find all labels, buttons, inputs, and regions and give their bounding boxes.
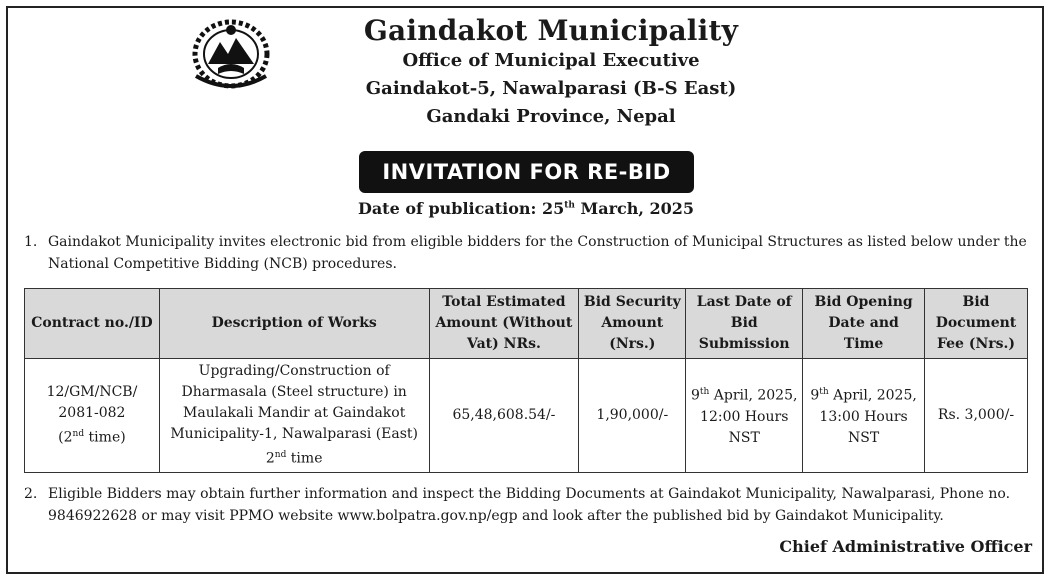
header-contract: Contract no./ID — [25, 289, 160, 359]
opening-time: 13:00 Hours NST — [819, 408, 908, 446]
paragraph-1 — [24, 231, 1034, 275]
opening-date-month: April, 2025, — [828, 387, 917, 404]
cell-contract — [25, 359, 160, 473]
paragraph-2-number: 2. — [24, 486, 38, 502]
paragraph-1-text: Gaindakot Municipality invites electronic bid from eligible bidders for the Construction of Municipal Structures as listed below under the National Competitive Bidding (NCB) procedures. — [48, 234, 1027, 272]
contract-line-1: 12/GM/NCB/ — [46, 384, 138, 401]
description-suffix-post: time — [286, 450, 323, 467]
last-date-month: April, 2025, — [709, 387, 798, 404]
table-row — [25, 359, 1028, 473]
office-name: Office of Municipal Executive — [402, 50, 700, 71]
opening-date-line — [807, 382, 920, 407]
cell-security: 1,90,000/- — [579, 359, 686, 473]
description-suffix-pre: 2 — [265, 450, 275, 467]
header — [0, 14, 1052, 131]
publication-date-sup: th — [564, 200, 575, 211]
paragraph-1-number: 1. — [24, 234, 38, 250]
contract-line-3 — [29, 424, 155, 449]
last-date-line — [690, 382, 798, 407]
description-main: Upgrading/Construction of Dharmasala (Steel structure) in Maulakali Mandir at Gaindakot Municipality-1, Nawalparasi (East) — [170, 363, 419, 443]
contract-line-3-pre: (2 — [58, 429, 73, 446]
header-fee: Bid Document Fee (Nrs.) — [924, 289, 1027, 359]
table-header-row — [25, 289, 1028, 359]
header-opening: Bid Opening Date and Time — [803, 289, 925, 359]
header-description: Description of Works — [159, 289, 429, 359]
paragraph-2-text: Eligible Bidders may obtain further information and inspect the Bidding Documents at Gaindakot Municipality, Nawalparasi, Phone no. 9846922628 or may visit PPMO website www.bolpatra.gov.np/egp and look after the published bid by Gaindakot Municipality. — [48, 486, 1011, 524]
notice-banner: INVITATION FOR RE-BID — [359, 151, 694, 193]
opening-date-day: 9 — [810, 387, 820, 404]
contract-line-3-sup: nd — [72, 429, 85, 440]
description-suffix-sup: nd — [274, 450, 287, 461]
last-date-sup: th — [699, 387, 710, 398]
bid-table — [24, 288, 1028, 473]
paragraph-2 — [24, 483, 1034, 527]
header-last-date: Last Date of Bid Submission — [686, 289, 803, 359]
cell-description — [159, 359, 429, 473]
publication-date-label: Date of publication: 25 — [357, 199, 565, 218]
province: Gandaki Province, Nepal — [426, 106, 676, 127]
cell-fee: Rs. 3,000/- — [924, 359, 1027, 473]
office-address: Gaindakot-5, Nawalparasi (B-S East) — [365, 78, 737, 99]
signature: Chief Administrative Officer — [779, 537, 1032, 556]
header-security: Bid Security Amount (Nrs.) — [579, 289, 686, 359]
publication-date — [0, 199, 1052, 218]
last-date-day: 9 — [690, 387, 700, 404]
header-amount: Total Estimated Amount (Without Vat) NRs. — [429, 289, 579, 359]
contract-line-2: 2081-082 — [58, 405, 126, 422]
cell-amount: 65,48,608.54/- — [429, 359, 579, 473]
page-title: Gaindakot Municipality — [363, 14, 739, 47]
cell-opening — [803, 359, 925, 473]
last-date-time: 12:00 Hours NST — [700, 408, 789, 446]
description-suffix — [164, 445, 425, 470]
contract-line-3-post: time) — [84, 429, 126, 446]
cell-last-date — [686, 359, 803, 473]
publication-date-rest: March, 2025 — [574, 199, 695, 218]
opening-date-sup: th — [819, 387, 829, 398]
